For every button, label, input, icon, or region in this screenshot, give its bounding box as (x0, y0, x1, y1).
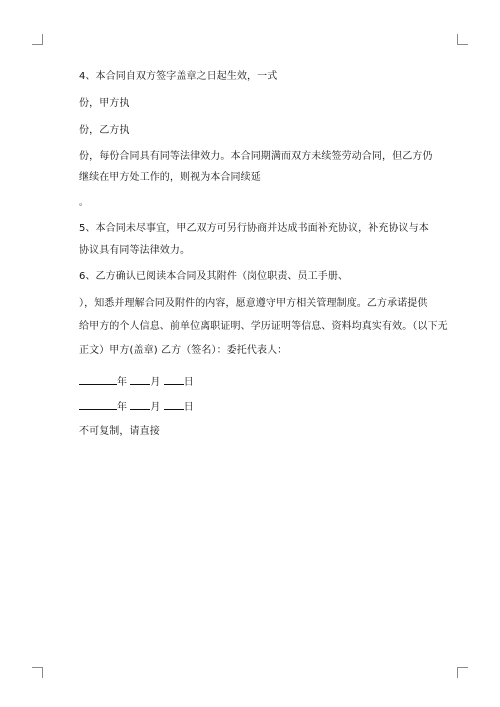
month-blank (130, 373, 150, 385)
year-label: 年 (117, 402, 128, 413)
clause-4-line-6: 。 (79, 198, 89, 208)
year-blank (79, 373, 117, 385)
month-blank (130, 398, 150, 410)
day-blank (164, 373, 184, 385)
clause-4-line-5: 继续在甲方处工作的，则视为本合同续延 (79, 172, 261, 183)
clause-5-line-1: 5、本合同未尽事宜，甲乙双方可另行协商并达成书面补充协议，补充协议与本 (79, 223, 429, 234)
corner-mark-bottom-left (32, 667, 43, 678)
date-line-1 (79, 373, 194, 390)
year-blank (79, 398, 117, 410)
clause-6-line-2: ），知悉并理解合同及附件的内容，愿意遵守甲方相关管理制度。乙方承诺提供 (79, 298, 428, 309)
clause-4-line-1: 4、本合同自双方签字盖章之日起生效，一式 (79, 71, 278, 82)
footer-note: 不可复制，请直接 (79, 426, 160, 437)
corner-mark-top-right (457, 34, 468, 45)
day-label: 日 (183, 402, 194, 413)
day-label: 日 (183, 377, 194, 388)
clause-4-line-3: 份，乙方执 (79, 125, 130, 136)
clause-5-line-2: 协议具有同等法律效力。 (79, 245, 191, 256)
date-line-2 (79, 398, 194, 415)
clause-6-line-3: 给甲方的个人信息、前单位离职证明、学历证明等信息、资料均真实有效。（以下无 (79, 321, 448, 332)
corner-mark-bottom-right (457, 667, 468, 678)
clause-6-line-4: 正文）甲方(盖章) 乙方（签名）：委托代表人： (79, 345, 288, 356)
clause-6-line-1: 6、乙方确认已阅读本合同及其附件（岗位职责、员工手册、 (79, 271, 349, 282)
month-label: 月 (150, 402, 161, 413)
clause-4-line-2: 份，甲方执 (79, 98, 130, 109)
clause-4-line-4: 份，每份合同具有同等法律效力。本合同期满而双方未续签劳动合同，但乙方仍 (79, 151, 433, 162)
month-label: 月 (150, 377, 161, 388)
corner-mark-top-left (32, 34, 43, 45)
day-blank (164, 398, 184, 410)
year-label: 年 (117, 377, 128, 388)
